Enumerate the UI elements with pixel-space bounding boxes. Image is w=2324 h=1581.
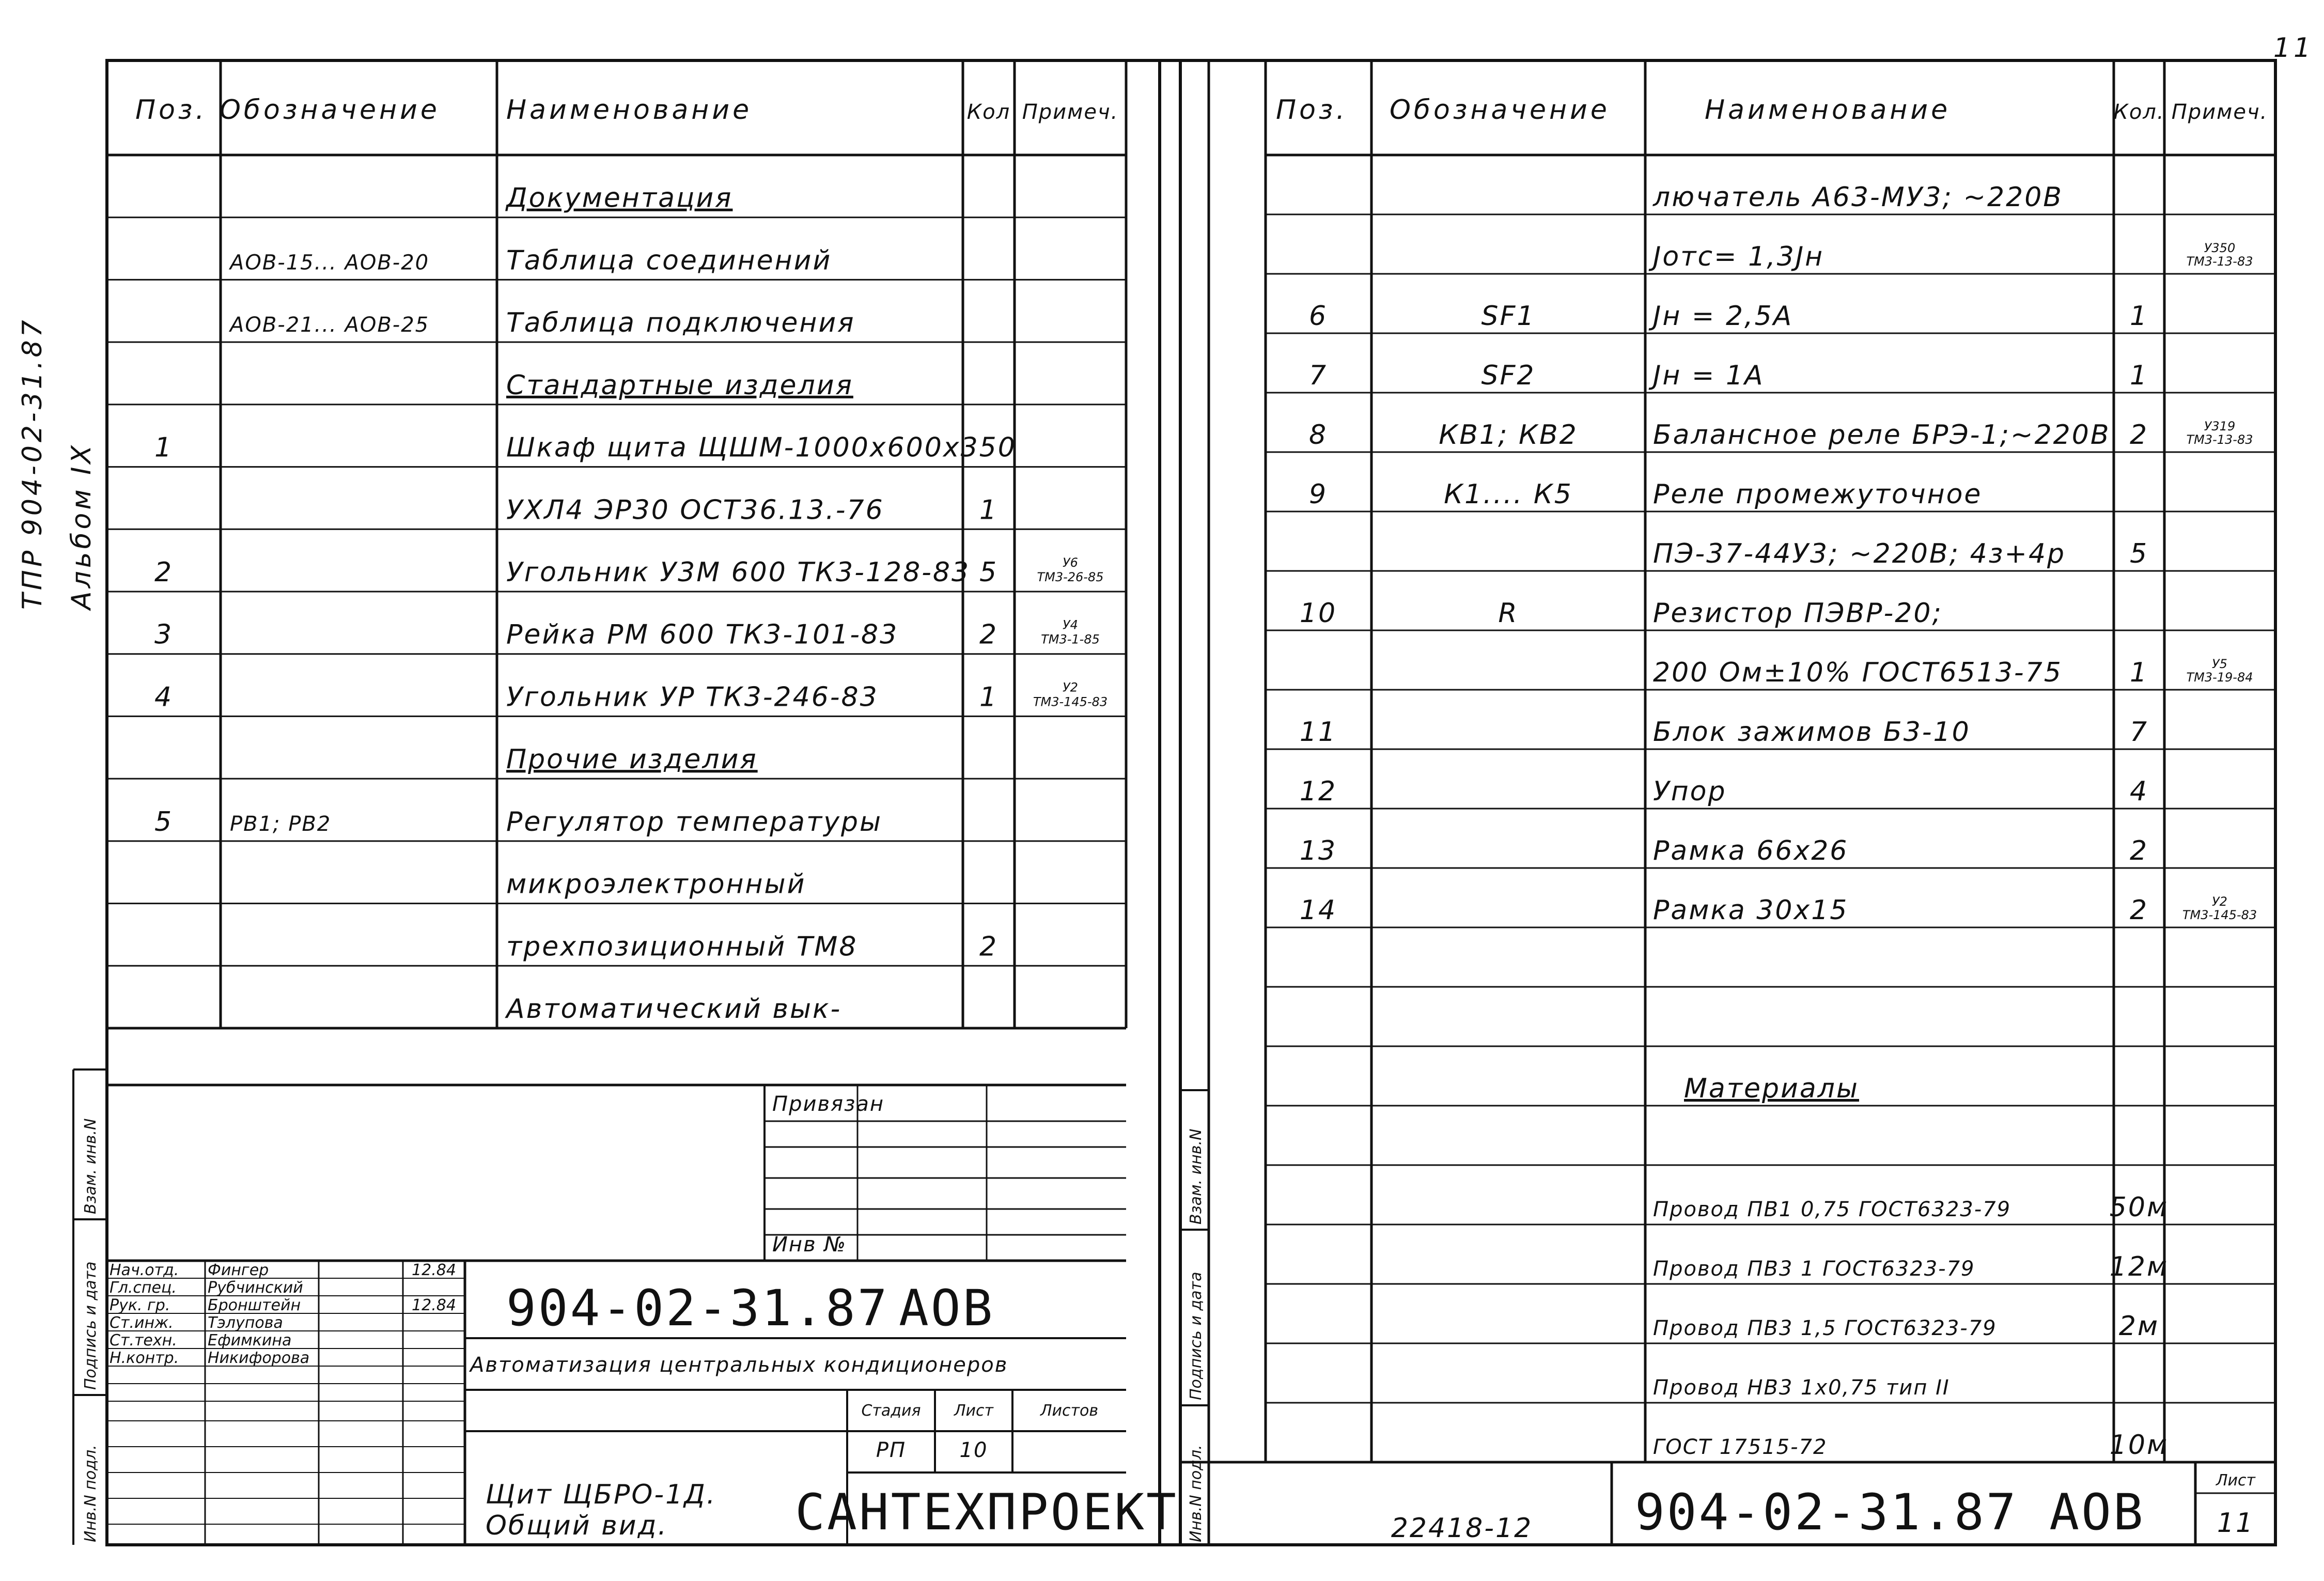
row-designation: АОВ-21... АОВ-25 — [230, 313, 430, 337]
header-name-right: Наименование — [1705, 95, 1951, 126]
row-name: Угольник УР ТК3-246-83 — [506, 681, 879, 713]
stamp-role: Ст.техн. — [110, 1331, 177, 1350]
row-name: УХЛ4 ЭР30 ОСТ36.13.-76 — [506, 494, 884, 526]
row-note-top-right: У2 — [2212, 894, 2227, 909]
stamp-name: Тэлупова — [208, 1314, 283, 1332]
stamp-role: Ст.инж. — [110, 1314, 174, 1332]
row-name-right: Резистор ПЭВР-20; — [1653, 598, 1943, 629]
row-pos-right: 10 — [1299, 598, 1337, 629]
row-pos: 4 — [154, 681, 174, 713]
row-name-right: Рамка 66х26 — [1653, 835, 1849, 866]
row-name-right: Рамка 30х15 — [1653, 895, 1849, 926]
row-qty: 1 — [979, 494, 999, 526]
side-label-inv-podl: Инв.N подл. — [82, 1445, 100, 1542]
stamp-inv-label: Инв № — [772, 1233, 847, 1257]
row-note-right: ТМ3-13-83 — [2186, 254, 2253, 269]
row-pos-right: 9 — [1308, 479, 1328, 510]
row-pos-right: 7 — [1308, 360, 1328, 391]
row-pos-right: 8 — [1308, 420, 1328, 451]
row-designation-right: КВ1; КВ2 — [1439, 420, 1578, 451]
row-note-right: ТМ3-19-84 — [2186, 670, 2253, 685]
row-qty-right: 2 — [2129, 420, 2149, 451]
stamp-name: Бронштейн — [208, 1296, 301, 1314]
row-qty-right: 1 — [2129, 360, 2149, 391]
row-name: Автоматический вык- — [506, 994, 842, 1025]
stamp-date: 12.84 — [412, 1261, 456, 1279]
row-name: микроэлектронный — [506, 869, 806, 900]
row-designation-right: R — [1498, 598, 1519, 629]
row-qty: 1 — [979, 681, 999, 713]
stamp-role: Гл.спец. — [110, 1279, 177, 1297]
row-name-right: Блок зажимов Б3-10 — [1653, 717, 1971, 748]
header-qty-right: Кол. — [2113, 100, 2165, 124]
row-name-right: Провод ПВ3 1,5 ГОСТ6323-79 — [1653, 1316, 1997, 1340]
row-note-top-right: У5 — [2212, 657, 2227, 671]
row-qty-right: 12м — [2109, 1251, 2169, 1282]
row-name: Рейка РМ 600 ТК3-101-83 — [506, 619, 899, 650]
row-name: Стандартные изделия — [506, 369, 853, 401]
row-qty-right: 2 — [2129, 835, 2149, 866]
right-doc-code: 904-02-31.87 — [1635, 1483, 2018, 1541]
row-pos: 2 — [154, 557, 174, 588]
stamp-stage: РП — [876, 1438, 907, 1462]
row-qty: 2 — [979, 931, 999, 963]
stamp-name: Фингер — [208, 1261, 269, 1279]
stamp-drawing-title-2: Общий вид. — [486, 1510, 668, 1541]
row-pos-right: 13 — [1299, 835, 1337, 866]
right-sheet-number: 11 — [2217, 1508, 2255, 1539]
page-number: 11 — [2273, 33, 2314, 64]
row-note-top-right: У319 — [2204, 419, 2236, 433]
row-qty-right: 2 — [2129, 895, 2149, 926]
row-name: Таблица соединений — [506, 245, 832, 276]
album-code: ТПР 904-02-31.87 — [17, 317, 48, 610]
stamp-sheet: 10 — [959, 1438, 988, 1462]
row-pos: 3 — [154, 619, 174, 650]
stamp-role: Рук. гр. — [110, 1296, 170, 1314]
side-label-replace-inv-right: Взам. инв.N — [1187, 1128, 1205, 1225]
stamp-role: Нач.отд. — [110, 1261, 179, 1279]
stamp-sheets-label: Листов — [1040, 1402, 1099, 1420]
row-name-right: Материалы — [1684, 1073, 1859, 1104]
row-note-right: ТМ3-145-83 — [2182, 908, 2257, 922]
stamp-sheet-label: Лист — [954, 1402, 994, 1420]
row-note-top: У6 — [1063, 555, 1078, 570]
row-name: Шкаф щита ЩШМ-1000х600х350 — [506, 432, 1017, 463]
side-label-signature-date: Подпись и дата — [82, 1261, 100, 1390]
stamp-organization: САНТЕХПРОЕКТ — [795, 1483, 1178, 1541]
row-note: ТМ3-26-85 — [1037, 570, 1104, 584]
row-name-right: Jн = 2,5А — [1653, 301, 1793, 332]
row-note-top-right: У350 — [2204, 241, 2236, 255]
row-name: Регулятор температуры — [506, 806, 883, 838]
row-name-right: Реле промежуточное — [1653, 479, 1983, 510]
stamp-stage-label: Стадия — [861, 1402, 921, 1420]
row-name-right: Провод ПВ1 0,75 ГОСТ6323-79 — [1653, 1198, 2011, 1221]
stamp-doc-mark: АОВ — [899, 1279, 995, 1337]
row-name-right: Jотс= 1,3Jн — [1653, 241, 1824, 272]
row-note-top: У2 — [1063, 680, 1078, 695]
row-pos-right: 14 — [1299, 895, 1337, 926]
right-sheet-label: Лист — [2216, 1471, 2256, 1490]
row-note: ТМ3-1-85 — [1041, 632, 1100, 647]
row-name-right: Упор — [1653, 776, 1727, 807]
row-name: трехпозиционный ТМ8 — [506, 931, 858, 963]
stamp-date: 12.84 — [412, 1296, 456, 1314]
row-name-right: Балансное реле БРЭ-1;~220В — [1653, 420, 2111, 451]
header-designation: Обозначение — [220, 95, 440, 126]
row-qty: 5 — [979, 557, 999, 588]
stamp-project-title: Автоматизация центральных кондиционеров — [470, 1353, 1008, 1377]
header-name: Наименование — [506, 95, 753, 126]
row-qty-right: 5 — [2129, 538, 2149, 569]
row-qty-right: 2м — [2118, 1311, 2160, 1342]
row-pos-right: 12 — [1299, 776, 1337, 807]
row-designation-right: SF1 — [1481, 301, 1536, 332]
row-pos-right: 11 — [1299, 717, 1337, 748]
row-note: ТМ3-145-83 — [1033, 694, 1108, 709]
row-designation-right: К1.... К5 — [1444, 479, 1573, 510]
row-qty-right: 4 — [2129, 776, 2149, 807]
stamp-role: Н.контр. — [110, 1349, 179, 1367]
row-name-right: Провод НВ3 1х0,75 тип II — [1653, 1376, 1950, 1400]
row-designation: РВ1; РВ2 — [230, 812, 332, 836]
row-name-right: 200 Ом±10% ГОСТ6513-75 — [1653, 657, 2063, 688]
row-qty-right: 50м — [2109, 1192, 2169, 1223]
row-qty-right: 10м — [2109, 1430, 2169, 1461]
row-name: Угольник У3М 600 ТК3-128-83 — [506, 557, 971, 588]
row-qty-right: 1 — [2129, 657, 2149, 688]
stamp-name: Никифорова — [208, 1349, 310, 1367]
row-name-right: Провод ПВ3 1 ГОСТ6323-79 — [1653, 1257, 1975, 1281]
row-qty-right: 7 — [2129, 717, 2149, 748]
stamp-drawing-title-1: Щит ЩБРО-1Д. — [486, 1479, 717, 1510]
stamp-bound-label: Привязан — [772, 1092, 885, 1116]
side-label-inv-podl-right: Инв.N подл. — [1187, 1445, 1205, 1542]
row-designation: АОВ-15... АОВ-20 — [230, 251, 430, 275]
row-designation-right: SF2 — [1481, 360, 1536, 391]
header-note: Примеч. — [1022, 100, 1119, 124]
row-note-top: У4 — [1063, 617, 1078, 632]
header-pos-right: Поз. — [1276, 95, 1348, 126]
row-name-right: ГОСТ 17515-72 — [1653, 1435, 1828, 1459]
row-name: Документация — [506, 182, 733, 214]
row-name: Прочие изделия — [506, 744, 758, 776]
stamp-doc-code: 904-02-31.87 — [506, 1279, 890, 1337]
row-pos-right: 6 — [1308, 301, 1328, 332]
row-name: Таблица подключения — [506, 307, 855, 339]
side-label-signature-date-right: Подпись и дата — [1187, 1272, 1205, 1400]
right-doc-mark: АОВ — [2049, 1483, 2145, 1541]
header-pos: Поз. — [135, 95, 208, 126]
row-qty-right: 1 — [2129, 301, 2149, 332]
album-name: Альбом IX — [66, 442, 97, 610]
header-qty: Кол — [966, 100, 1011, 124]
copy-number: 22418-12 — [1391, 1513, 1533, 1544]
row-note-right: ТМ3-13-83 — [2186, 432, 2253, 447]
header-designation-right: Обозначение — [1390, 95, 1610, 126]
row-pos: 5 — [154, 806, 174, 838]
row-name-right: лючатель А63-МУ3; ~220В — [1653, 182, 2063, 213]
row-pos: 1 — [154, 432, 174, 463]
row-name-right: ПЭ-37-44У3; ~220В; 4з+4р — [1653, 538, 2066, 569]
stamp-name: Ефимкина — [208, 1331, 292, 1350]
header-note-right: Примеч. — [2171, 100, 2268, 124]
side-label-replace-inv: Взам. инв.N — [82, 1118, 100, 1214]
stamp-name: Рубчинский — [208, 1279, 303, 1297]
row-qty: 2 — [979, 619, 999, 650]
row-name-right: Jн = 1А — [1653, 360, 1765, 391]
